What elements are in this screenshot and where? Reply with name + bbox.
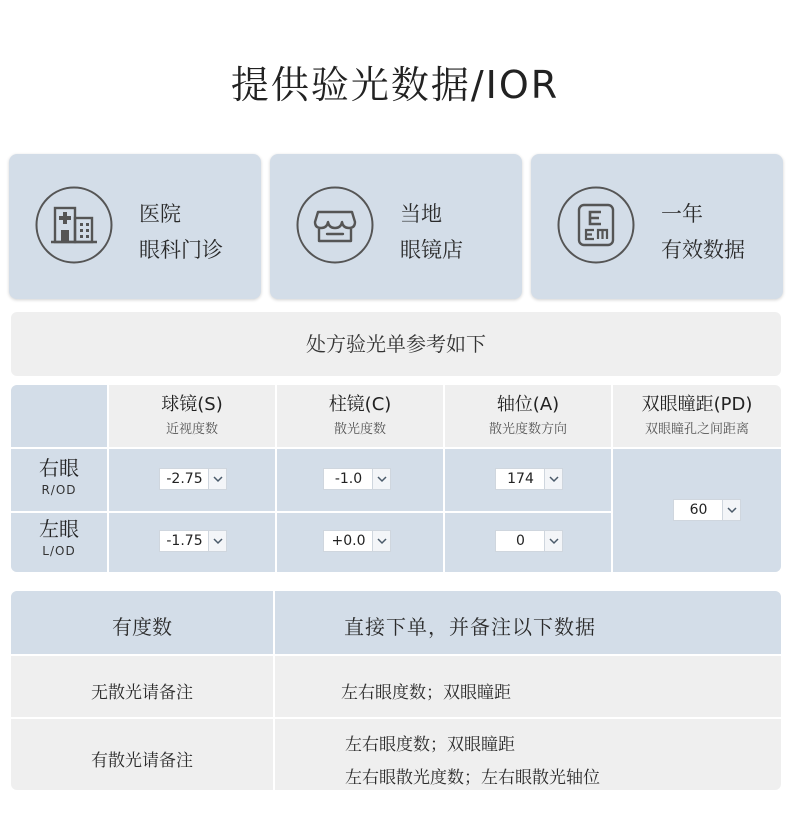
guide-row-text: 左右眼度数；双眼瞳距 <box>341 683 511 703</box>
card-line2: 眼科门诊 <box>139 238 223 262</box>
store-icon <box>296 186 374 264</box>
card-line1: 医院 <box>139 202 181 226</box>
card-line1: 当地 <box>400 202 442 226</box>
row-header-left-eye <box>11 517 107 561</box>
col-sub: 近视度数 <box>165 422 218 437</box>
row-header-right-eye <box>11 456 107 500</box>
sphere-select-left[interactable] <box>159 530 227 552</box>
col-header-cylinder <box>277 393 443 441</box>
select-value: 0 <box>516 533 525 549</box>
sphere-select-right[interactable] <box>159 468 227 490</box>
page-title: 提供验光数据/IOR <box>230 63 560 107</box>
axis-select-left[interactable] <box>495 530 563 552</box>
guide-header-right: 直接下单，并备注以下数据 <box>344 615 596 639</box>
col-header-pd <box>613 393 781 441</box>
guide-header-left: 有度数 <box>112 615 172 639</box>
guide-row-text: 左右眼散光度数；左右眼散光轴位 <box>345 768 600 788</box>
guide-row-text: 左右眼度数；双眼瞳距 <box>345 735 515 755</box>
col-sub: 散光度数 <box>333 422 386 437</box>
row-sub: R/OD <box>41 483 77 497</box>
eye-chart-icon <box>557 186 635 264</box>
col-header-axis <box>445 393 611 441</box>
cylinder-select-right[interactable] <box>323 468 391 490</box>
card-line2: 有效数据 <box>661 238 745 262</box>
col-main: 双眼瞳距(PD) <box>641 394 753 415</box>
hospital-icon <box>35 186 113 264</box>
select-value: +0.0 <box>331 533 366 549</box>
card-hospital <box>9 154 261 299</box>
axis-select-right[interactable] <box>495 468 563 490</box>
chevron-down-icon[interactable] <box>722 500 740 520</box>
col-main: 球镜(S) <box>161 394 223 415</box>
card-store <box>270 154 522 299</box>
col-sub: 双眼瞳孔之间距离 <box>644 422 749 437</box>
chevron-down-icon[interactable] <box>372 469 390 489</box>
select-value: 174 <box>507 471 534 487</box>
chevron-down-icon[interactable] <box>372 531 390 551</box>
guide-row-label: 有散光请备注 <box>91 751 193 771</box>
chevron-down-icon[interactable] <box>544 469 562 489</box>
select-value: -1.75 <box>166 533 203 549</box>
prescription-table <box>11 385 781 572</box>
select-value: -1.0 <box>334 471 363 487</box>
card-eye-chart <box>531 154 783 299</box>
source-cards <box>9 154 783 299</box>
row-sub: L/OD <box>42 544 76 558</box>
pd-select[interactable] <box>673 499 741 521</box>
order-guide-table <box>11 591 781 790</box>
chevron-down-icon[interactable] <box>208 469 226 489</box>
prescription-reference-banner: 处方验光单参考如下 <box>11 312 781 376</box>
cylinder-select-left[interactable] <box>323 530 391 552</box>
card-line2: 眼镜店 <box>400 238 463 262</box>
guide-row-label: 无散光请备注 <box>91 683 193 703</box>
col-main: 柱镜(C) <box>328 394 392 415</box>
col-header-sphere <box>109 393 275 441</box>
row-main: 左眼 <box>39 517 79 541</box>
card-line1: 一年 <box>661 202 703 226</box>
col-main: 轴位(A) <box>496 394 560 415</box>
col-sub: 散光度数方向 <box>488 422 567 437</box>
select-value: 60 <box>689 502 708 518</box>
select-value: -2.75 <box>166 471 203 487</box>
chevron-down-icon[interactable] <box>208 531 226 551</box>
row-main: 右眼 <box>39 456 79 480</box>
chevron-down-icon[interactable] <box>544 531 562 551</box>
